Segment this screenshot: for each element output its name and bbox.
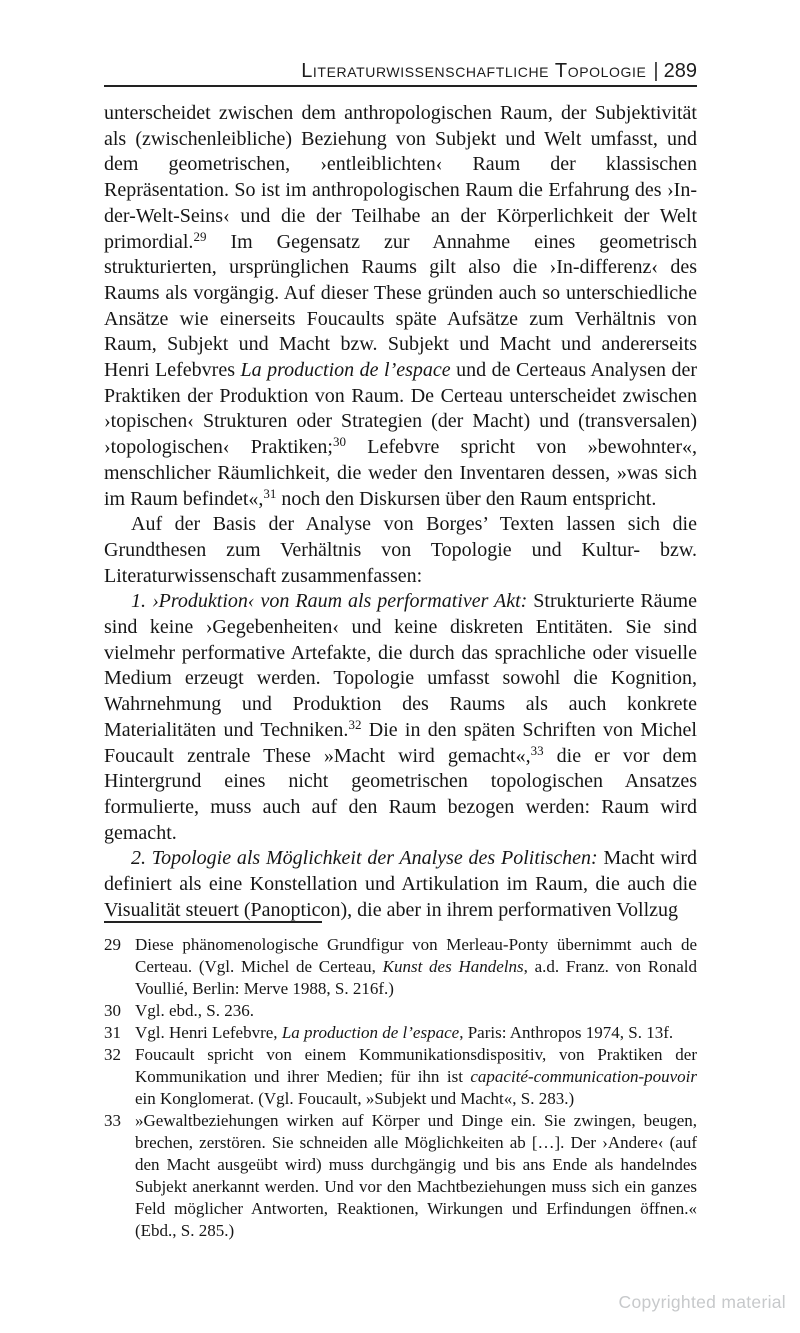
footnote [104, 1110, 697, 1242]
footnote-number: 32 [104, 1045, 121, 1064]
footnote-text: »Gewaltbeziehungen wirken auf Körper und Dinge ein. Sie zwingen, beugen, brechen, zerstören. Sie schneiden alle Möglichkeiten ab […]. Der ›Andere‹ (auf den Macht ausgeübt wird) muss durchgängig und bis ans Ende als handelndes Subjekt anerkannt werden. Und vor den Machtbeziehungen muss sich ein ganzes Feld möglicher Antworten, Reaktionen, Wirkungen und Erfindungen öffnen.« (Ebd., S. 285.) [135, 1111, 697, 1240]
footnotes-section [104, 921, 697, 1242]
header-rule [104, 85, 697, 87]
footnote [104, 1044, 697, 1110]
footnote-text: Vgl. Henri Lefebvre, La production de l’espace, Paris: Anthropos 1974, S. 13f. [135, 1023, 674, 1042]
page-header [104, 59, 697, 83]
footnote-reference: 32 [348, 716, 362, 732]
footnote [104, 1000, 697, 1022]
copyright-watermark: Copyrighted material [618, 1292, 786, 1312]
body-text-column [104, 101, 697, 924]
footnote-number: 31 [104, 1023, 121, 1042]
footnote-number: 29 [104, 935, 121, 954]
footnote-reference: 30 [332, 434, 346, 450]
footnote-reference: 31 [263, 485, 277, 501]
footnote-number: 30 [104, 1001, 121, 1020]
body-paragraph: 1. ›Produktion‹ von Raum als performativer Akt: Strukturierte Räume sind keine ›Gegebenheiten‹ und keine diskreten Entitäten. Sie sind vielmehr performative Artefakte, die durch das sprachliche oder visuelle Medium erzeugt werden. Topologie umfasst sowohl die Kognition, Wahrnehmung und Produktion des Raums als auch konkrete Materialitäten und Techniken.$^{32}$ Die in den späten Schriften von Michel Foucault zentrale These »Macht wird gemacht«,$^{33}$ die er vor dem Hintergrund eines nicht geometrischen topologischen Ansatzes formulierte, muss auch auf den Raum bezogen werden: Raum wird gemacht. [104, 590, 697, 844]
body-paragraph: Auf der Basis der Analyse von Borges’ Texten lassen sich die Grundthesen zum Verhältnis von Topologie und Kultur- bzw. Literaturwissenschaft zusammenfassen: [104, 513, 697, 587]
running-title: Literaturwissenschaftliche Topologie [301, 60, 647, 82]
footnote-separator-rule [104, 921, 322, 923]
footnote [104, 934, 697, 1000]
footnote-number: 33 [104, 1111, 121, 1130]
footnote-list [104, 934, 697, 1242]
page-number: 289 [663, 60, 697, 82]
footnote [104, 1022, 697, 1044]
header-separator: | [653, 60, 659, 82]
footnote-reference: 29 [193, 228, 207, 244]
body-paragraph: unterscheidet zwischen dem anthropologischen Raum, der Subjektivität als (zwischenleibliche) Beziehung von Subjekt und Welt umfasst, und dem geometrischen, ›entleiblichten‹ Raum der klassischen Repräsentation. So ist im anthropologischen Raum die Erfahrung des ›In-der-Welt-Seins‹ und die der Teilhabe an der Körperlichkeit der Welt primordial.$^{29}$ Im Gegensatz zur Annahme eines geometrisch strukturierten, ursprünglichen Raums gilt also die ›In-differenz‹ des Raums als vorgängig. Auf dieser These gründen auch so unterschiedliche Ansätze wie einerseits Foucaults späte Aufsätze zum Verhältnis von Raum, Subjekt und Macht bzw. Subjekt und Macht und andererseits Henri Lefebvres La production de l’espace und de Certeaus Analysen der Praktiken der Produktion von Raum. De Certeau unterscheidet zwischen ›topischen‹ Strukturen oder Strategien (der Macht) und (transversalen) ›topologischen‹ Praktiken;$^{30}$ Lefebvre spricht von »bewohnter«, menschlicher Räumlichkeit, die weder den Inventaren dessen, »was sich im Raum befindet«,$^{31}$ noch den Diskursen über den Raum entspricht. [104, 102, 697, 510]
footnote-text: Foucault spricht von einem Kommunikationsdispositiv, von Praktiken der Kommunikation und ihrer Medien; für ihn ist capacité-communication-pouvoir ein Konglomerat. (Vgl. Foucault, »Subjekt und Macht«, S. 283.) [135, 1045, 697, 1108]
footnote-reference: 33 [530, 742, 544, 758]
footnote-text: Diese phänomenologische Grundfigur von Merleau-Ponty übernimmt auch de Certeau. (Vgl. Michel de Certeau, Kunst des Handelns, a.d. Franz. von Ronald Voullié, Berlin: Merve 1988, S. 216f.) [135, 935, 698, 998]
body-paragraph: 2. Topologie als Möglichkeit der Analyse des Politischen: Macht wird definiert als eine Konstellation und Artikulation im Raum, die auch die Visualität steuert (Panopticon), die aber in ihrem performativen Vollzug [104, 847, 697, 921]
footnote-text: Vgl. ebd., S. 236. [135, 1001, 254, 1020]
